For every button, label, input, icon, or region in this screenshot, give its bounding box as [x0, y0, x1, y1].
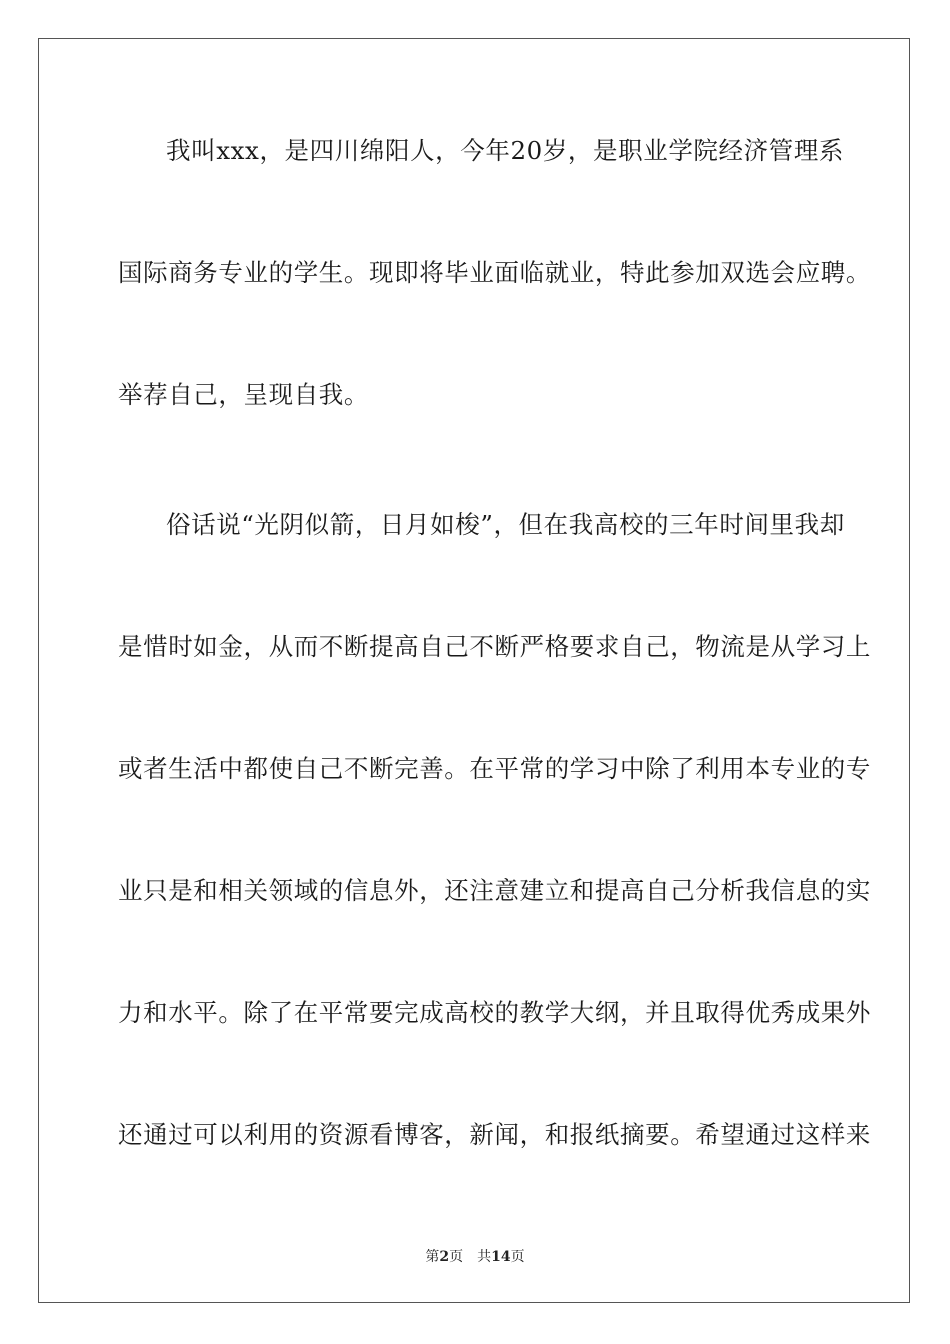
page-border — [38, 38, 910, 1303]
paragraph-1-line-2: 国际商务专业的学生。现即将毕业面临就业，特此参加双选会应聘。 — [118, 258, 871, 287]
footer-page-number: 2 — [439, 1249, 450, 1265]
paragraph-1-line-1: 我叫xxx，是四川绵阳人，今年20岁，是职业学院经济管理系 — [166, 136, 845, 165]
paragraph-1-line-3: 举荐自己，呈现自我。 — [118, 380, 369, 409]
page-footer — [0, 1246, 950, 1266]
paragraph-2-line-6: 还通过可以利用的资源看博客，新闻，和报纸摘要。希望通过这样来 — [118, 1120, 871, 1149]
footer-page-prefix: 第 — [425, 1249, 440, 1265]
footer-total-prefix: 共 — [477, 1249, 492, 1265]
footer-page-suffix: 页 — [449, 1249, 464, 1265]
footer-total-pages: 14 — [491, 1249, 511, 1265]
footer-total-suffix: 页 — [510, 1249, 525, 1265]
paragraph-2-line-3: 或者生活中都使自己不断完善。在平常的学习中除了利用本专业的专 — [118, 754, 871, 783]
paragraph-2-line-2: 是惜时如金，从而不断提高自己不断严格要求自己，物流是从学习上 — [118, 632, 871, 661]
paragraph-2-line-5: 力和水平。除了在平常要完成高校的教学大纲，并且取得优秀成果外 — [118, 998, 871, 1027]
paragraph-2-line-4: 业只是和相关领域的信息外，还注意建立和提高自己分析我信息的实 — [118, 876, 871, 905]
paragraph-2-line-1: 俗话说“光阴似箭，日月如梭”，但在我高校的三年时间里我却 — [166, 510, 845, 539]
